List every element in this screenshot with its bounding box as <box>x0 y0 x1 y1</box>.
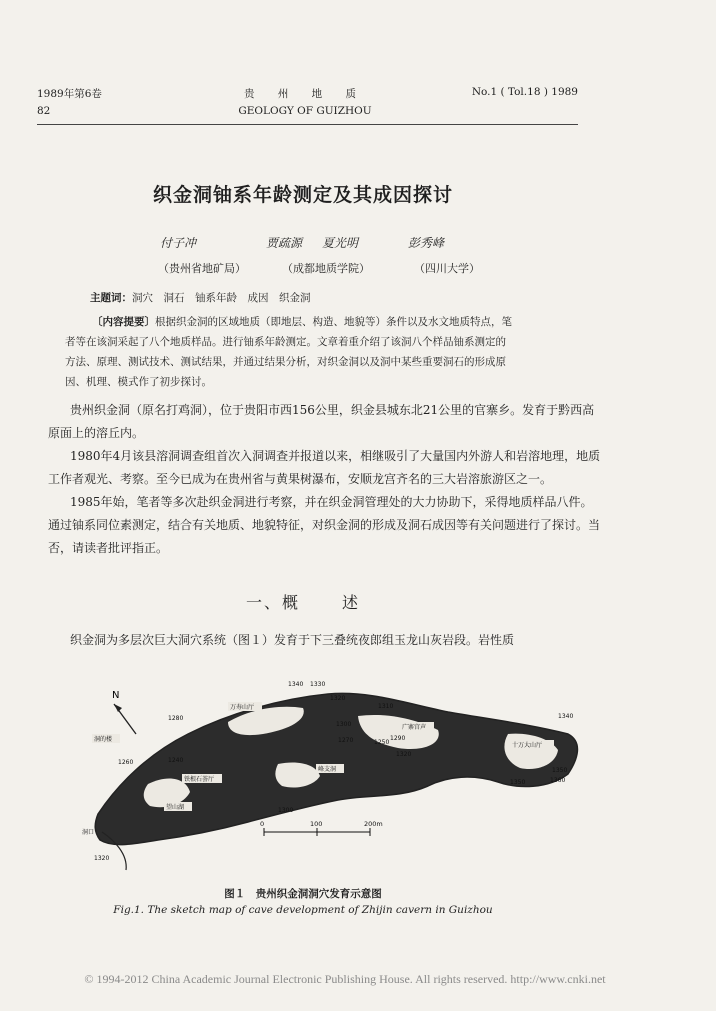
abstract-label: 〔内容提要〕 <box>92 316 155 328</box>
affiliation: （四川大学） <box>414 262 480 275</box>
scale-label: 100 <box>310 820 323 828</box>
section-heading <box>0 590 606 613</box>
elevation-label: 1320 <box>396 751 412 758</box>
copyright-footer: © 1994-2012 China Academic Journal Electronic Publishing House. All rights reserved. http://www.cnki.net <box>84 972 606 986</box>
scale-label: 0 <box>260 820 265 828</box>
elevation-label: 1350 <box>552 767 568 774</box>
abstract <box>65 312 585 392</box>
place-label: 广寨宫声 <box>402 724 427 731</box>
elevation-label: 1270 <box>338 737 354 744</box>
keywords <box>90 290 311 305</box>
place-label: 峰支洞 <box>318 766 337 773</box>
elevation-label: 1340 <box>288 681 304 688</box>
section-number: 一、概 <box>245 593 300 612</box>
header-left <box>37 86 102 120</box>
place-label: 望山湖 <box>166 804 185 811</box>
header-journal <box>200 86 410 120</box>
abstract-line: 者等在该洞采起了八个地质样品。进行铀系年龄测定。文章着重介绍了该洞八个样品铀系测定的 <box>65 336 506 348</box>
north-label: N <box>112 690 120 701</box>
author: 夏光明 <box>322 236 359 250</box>
affiliation: （贵州省地矿局） <box>158 262 246 275</box>
entrance-label: 洞口 <box>82 829 95 836</box>
elevation-label: 1280 <box>168 715 184 722</box>
header-divider <box>37 124 578 125</box>
section-title: 述 <box>342 593 361 612</box>
place-label: 十万大山厅 <box>512 742 543 749</box>
body-text <box>48 399 604 560</box>
elevation-label: 1290 <box>390 735 406 742</box>
keywords-label: 主题词： <box>90 292 132 304</box>
elevation-label: 1300 <box>278 807 294 814</box>
elevation-label: 1320 <box>94 855 110 862</box>
author: 彭秀峰 <box>408 236 445 250</box>
abstract-line: 因、机理、模式作了初步探讨。 <box>65 376 212 388</box>
elevation-label: 1360 <box>550 777 566 784</box>
figure-caption-en: Fig.1. The sketch map of cave development of Zhijin cavern in Guizhou <box>113 904 493 916</box>
author: 贾疏源 <box>266 236 303 250</box>
elevation-label: 1260 <box>118 759 134 766</box>
paper-title: 织金洞铀系年龄测定及其成因探讨 <box>152 184 453 206</box>
scale-label: 200m <box>364 820 383 828</box>
figure-caption-cn: 图１ 贵州织金洞洞穴发育示意图 <box>224 888 382 900</box>
page-number: 82 <box>37 105 51 117</box>
cave-sketch-map <box>78 664 590 880</box>
elevation-label: 1240 <box>168 757 184 764</box>
journal-name-en: GEOLOGY OF GUIZHOU <box>238 105 372 117</box>
elevation-label: 1250 <box>374 739 390 746</box>
journal-name-cn: 贵 州 地 质 <box>243 88 366 100</box>
affiliation: （成都地质学院） <box>282 262 370 275</box>
keywords-text: 洞穴 洞石 铀系年龄 成因 织金洞 <box>132 292 311 304</box>
author: 付子冲 <box>160 236 197 250</box>
issue-number: No.1 ( Tol.18 ) 1989 <box>471 86 578 98</box>
year-volume: 1989年第6卷 <box>37 88 102 100</box>
paragraph: 1985年始，笔者等多次赴织金洞进行考察，并在织金洞管理处的大力协助下，采得地质样品八件。通过铀系同位素测定，结合有关地质、地貌特征，对织金洞的形成及洞石成因等有关问题进行了探讨。当否，请读者批评指正。 <box>48 495 601 555</box>
elevation-label: 1350 <box>510 779 526 786</box>
elevation-label: 1340 <box>558 713 574 720</box>
section-paragraph: 织金洞为多层次巨大洞穴系统（图１）发育于下三叠统夜郎组玉龙山灰岩段。岩性质 <box>70 633 515 647</box>
elevation-label: 1330 <box>310 681 326 688</box>
elevation-label: 1320 <box>330 695 346 702</box>
paragraph: 贵州织金洞（原名打鸡洞），位于贵阳市西156公里，织金县城东北21公里的官寨乡。发育于黔西高原面上的溶丘内。 <box>48 403 595 440</box>
abstract-line: 方法、原理、测试技术、测试结果，并通过结果分析，对织金洞以及洞中某些重要洞石的形成原 <box>65 356 506 368</box>
elevation-label: 1310 <box>378 703 394 710</box>
place-label: 万寿山厅 <box>230 704 255 711</box>
abstract-line: 根据织金洞的区域地质（即地层、构造、地貌等）条件以及水文地质特点，笔 <box>155 316 512 328</box>
elevation-label: 1300 <box>336 721 352 728</box>
place-label: 洞的楼 <box>94 736 113 743</box>
paragraph: 1980年4月该县溶洞调查组首次入洞调查并报道以来，相继吸引了大量国内外游人和岩溶地理，地质工作者观光、考察。至今已成为在贵州省与黄果树瀑布，安顺龙宫齐名的三大岩溶旅游区之一。 <box>48 449 601 486</box>
place-label: 铁根石荟厅 <box>184 776 215 783</box>
